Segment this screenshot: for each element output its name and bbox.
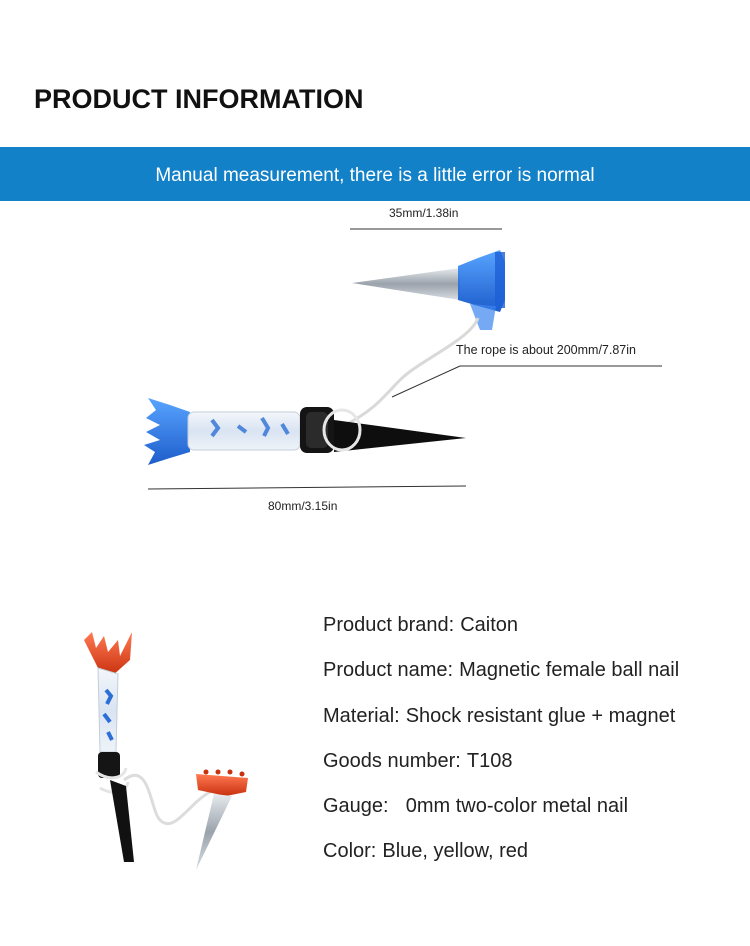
page-title: PRODUCT INFORMATION <box>34 84 364 114</box>
short-tee-icon <box>352 250 505 330</box>
long-tee-icon <box>144 398 466 465</box>
product-photo-icon <box>84 632 248 870</box>
spec-item-material: Material: Shock resistant glue + magnet <box>323 704 676 727</box>
spec-item-brand: Product brand: Caiton <box>323 614 519 636</box>
banner-text: Manual measurement, there is a little error is normal <box>155 165 595 186</box>
spec-item-name: Product name: Magnetic female ball nail <box>323 659 680 682</box>
spec-item-goods-number: Goods number: T108 <box>323 749 513 772</box>
long-tee-length-label: 80mm/3.15in <box>268 499 338 513</box>
short-tee-length-label: 35mm/1.38in <box>389 206 459 220</box>
spec-item-gauge: Gauge: 0mm two-color metal nail <box>323 795 629 818</box>
spec-item-color: Color: Blue, yellow, red <box>323 840 528 863</box>
rope-length-label: The rope is about 200mm/7.87in <box>456 343 636 357</box>
spec-list <box>323 608 679 880</box>
